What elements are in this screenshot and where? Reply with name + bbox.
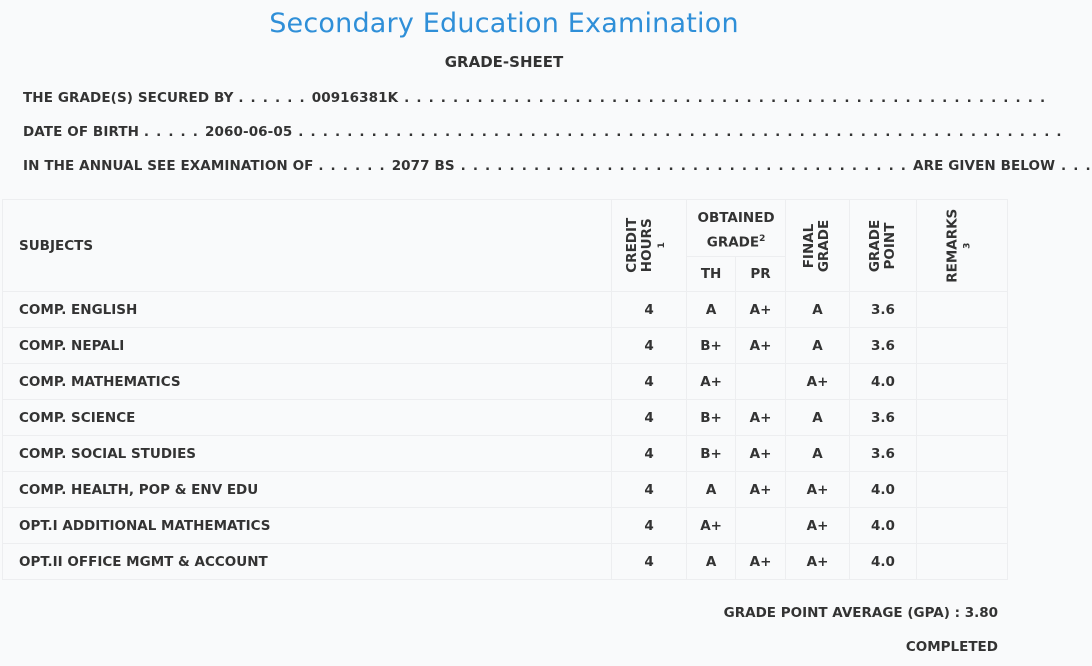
- table-row: [3, 400, 1008, 436]
- grade-point: 4.0: [850, 508, 917, 544]
- secured-by-label: THE GRADE(S) SECURED BY: [23, 90, 234, 106]
- exam-line: IN THE ANNUAL SEE EXAMINATION OF . . . . . . 2077 BS . . . . . . . . . . . . . . . . . . . . . . . . . . . . . . . . . . . . . ARE GIVEN BELOW . . .: [23, 158, 1092, 174]
- credit-hours-header: CREDIT HOURS $^1$: [612, 200, 687, 292]
- grade-point: 3.6: [850, 400, 917, 436]
- grade-point: 4.0: [850, 544, 917, 580]
- subject-name: COMP. MATHEMATICS: [3, 364, 612, 400]
- grade-point: 4.0: [850, 364, 917, 400]
- theory-grade: A: [687, 544, 736, 580]
- final-grade: A+: [786, 364, 850, 400]
- credit-hours: 4: [612, 364, 687, 400]
- subject-name: OPT.I ADDITIONAL MATHEMATICS: [3, 508, 612, 544]
- final-grade: A: [786, 292, 850, 328]
- subject-name: COMP. HEALTH, POP & ENV EDU: [3, 472, 612, 508]
- subjects-header: SUBJECTS: [3, 200, 612, 292]
- remarks: [916, 292, 1007, 328]
- grade-point-header: GRADE POINT: [850, 200, 917, 292]
- final-grade: A+: [786, 472, 850, 508]
- final-grade: A: [786, 436, 850, 472]
- date-of-birth: 2060-06-05: [205, 124, 293, 140]
- final-grade: A+: [786, 508, 850, 544]
- gpa-value: 3.80: [964, 605, 998, 621]
- exam-year: 2077 BS: [391, 158, 455, 174]
- theory-grade: A+: [687, 364, 736, 400]
- gpa-summary: [724, 605, 998, 621]
- obtained-grade-header: OBTAINED GRADE$^2$: [687, 200, 786, 257]
- theory-grade: A: [687, 292, 736, 328]
- grade-point: 3.6: [850, 292, 917, 328]
- practical-grade: A+: [736, 328, 786, 364]
- remarks: [916, 508, 1007, 544]
- credit-hours: 4: [612, 472, 687, 508]
- table-row: [3, 364, 1008, 400]
- practical-grade: A+: [736, 544, 786, 580]
- table-row: [3, 472, 1008, 508]
- result-status: COMPLETED: [905, 639, 998, 655]
- given-below-label: ARE GIVEN BELOW: [913, 158, 1056, 174]
- gpa-label: GRADE POINT AVERAGE (GPA) :: [723, 605, 960, 621]
- subject-name: OPT.II OFFICE MGMT & ACCOUNT: [3, 544, 612, 580]
- remarks-header: REMARKS $^3$: [916, 200, 1007, 292]
- practical-grade: A+: [736, 292, 786, 328]
- exam-title: Secondary Education Examination: [269, 8, 739, 39]
- grade-point: 4.0: [850, 472, 917, 508]
- remarks: [916, 436, 1007, 472]
- remarks: [916, 544, 1007, 580]
- final-grade: A+: [786, 544, 850, 580]
- dob-label: DATE OF BIRTH: [23, 124, 140, 140]
- practical-grade: A+: [736, 436, 786, 472]
- theory-grade: B+: [687, 400, 736, 436]
- grade-point: 3.6: [850, 436, 917, 472]
- grades-table: [2, 199, 1008, 580]
- credit-hours: 4: [612, 400, 687, 436]
- table-row: [3, 436, 1008, 472]
- practical-grade: [736, 508, 786, 544]
- table-row: [3, 508, 1008, 544]
- theory-grade: A: [687, 472, 736, 508]
- theory-grade: B+: [687, 328, 736, 364]
- subject-name: COMP. ENGLISH: [3, 292, 612, 328]
- dob-line: DATE OF BIRTH . . . . . 2060-06-05 . . . . . . . . . . . . . . . . . . . . . . . . . . . . . . . . . . . . . . . . . . . . . . . . . . . . . . . . . . . . . . .: [23, 124, 1063, 140]
- subject-name: COMP. NEPALI: [3, 328, 612, 364]
- remarks: [916, 400, 1007, 436]
- credit-hours: 4: [612, 544, 687, 580]
- remarks: [916, 364, 1007, 400]
- final-grade: A: [786, 400, 850, 436]
- secured-by-line: THE GRADE(S) SECURED BY . . . . . . 00916381K . . . . . . . . . . . . . . . . . . . . . . . . . . . . . . . . . . . . . . . . . . . . . . . . . . . . .: [23, 90, 1047, 106]
- remarks: [916, 328, 1007, 364]
- practical-grade: [736, 364, 786, 400]
- theory-grade: A+: [687, 508, 736, 544]
- practical-grade: A+: [736, 400, 786, 436]
- table-row: [3, 292, 1008, 328]
- credit-hours: 4: [612, 328, 687, 364]
- remarks: [916, 472, 1007, 508]
- subject-name: COMP. SOCIAL STUDIES: [3, 436, 612, 472]
- theory-grade: B+: [687, 436, 736, 472]
- pr-header: PR: [736, 257, 786, 292]
- practical-grade: A+: [736, 472, 786, 508]
- final-grade-header: FINAL GRADE: [786, 200, 850, 292]
- symbol-number: 00916381K: [311, 90, 399, 106]
- th-header: TH: [687, 257, 736, 292]
- credit-hours: 4: [612, 292, 687, 328]
- grade-point: 3.6: [850, 328, 917, 364]
- table-row: [3, 544, 1008, 580]
- grade-sheet-heading: GRADE-SHEET: [444, 53, 564, 71]
- final-grade: A: [786, 328, 850, 364]
- credit-hours: 4: [612, 436, 687, 472]
- credit-hours: 4: [612, 508, 687, 544]
- subject-name: COMP. SCIENCE: [3, 400, 612, 436]
- table-row: [3, 328, 1008, 364]
- exam-label: IN THE ANNUAL SEE EXAMINATION OF: [23, 158, 314, 174]
